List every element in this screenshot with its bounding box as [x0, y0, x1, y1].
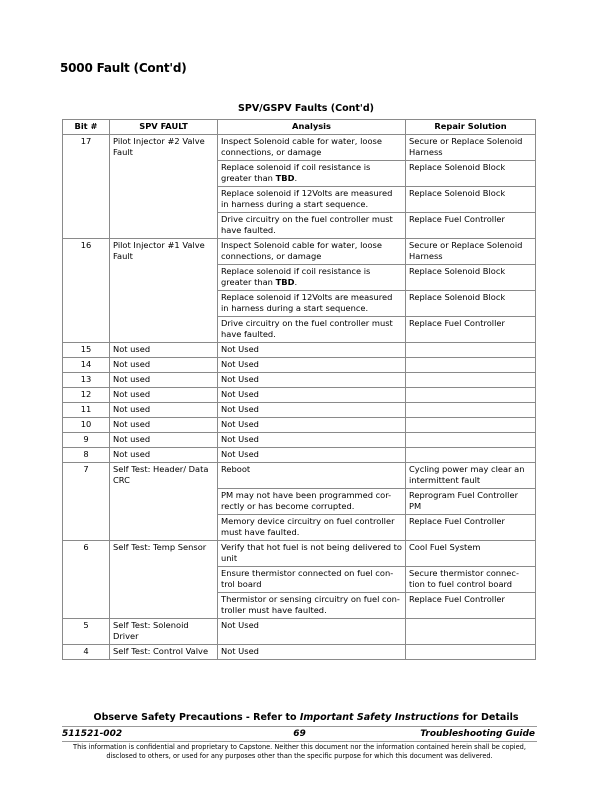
analysis-suffix: .: [294, 173, 298, 183]
repair-cell: [406, 373, 536, 388]
bit-cell: 16: [63, 239, 110, 343]
fault-cell: Not used: [110, 448, 218, 463]
table-row: [63, 135, 536, 161]
safety-notice-suffix: for Details: [462, 712, 519, 723]
bit-cell: 15: [63, 343, 110, 358]
fault-cell: Self Test: Solenoid Driver: [110, 619, 218, 645]
analysis-cell: Not Used: [218, 403, 406, 418]
page-number: 69: [293, 729, 306, 739]
bit-cell: 9: [63, 433, 110, 448]
bit-cell: 11: [63, 403, 110, 418]
table-row: [63, 358, 536, 373]
faults-table: [62, 119, 536, 660]
bit-cell: 10: [63, 418, 110, 433]
repair-cell: Replace Fuel Controller: [406, 593, 536, 619]
table-row: [63, 373, 536, 388]
fault-cell: Self Test: Temp Sensor: [110, 541, 218, 619]
column-header-fault: SPV FAULT: [110, 120, 218, 135]
footer-bar: [62, 726, 537, 742]
analysis-emphasis: TBD: [275, 277, 295, 287]
repair-cell: [406, 619, 536, 645]
bit-cell: 5: [63, 619, 110, 645]
safety-notice-emphasis: Important Safety Instructions: [299, 712, 460, 723]
analysis-cell: Not Used: [218, 645, 406, 660]
repair-cell: [406, 448, 536, 463]
repair-cell: [406, 418, 536, 433]
analysis-cell: Replace solenoid if 12Volts are measured in harness during a start sequence.: [218, 187, 406, 213]
bit-cell: 6: [63, 541, 110, 619]
bit-cell: 12: [63, 388, 110, 403]
fault-cell: Not used: [110, 343, 218, 358]
repair-cell: Cool Fuel System: [406, 541, 536, 567]
analysis-cell: Drive circuitry on the fuel controller must have faulted.: [218, 317, 406, 343]
repair-cell: [406, 343, 536, 358]
analysis-cell: Not Used: [218, 619, 406, 645]
analysis-cell: Not Used: [218, 343, 406, 358]
analysis-cell: Not Used: [218, 358, 406, 373]
analysis-text: Replace solenoid if coil resistance is greater than: [221, 266, 371, 287]
table-body: [63, 135, 536, 660]
table-row: [63, 645, 536, 660]
table-row: [63, 418, 536, 433]
bit-cell: 14: [63, 358, 110, 373]
bit-cell: 17: [63, 135, 110, 239]
table-row: [63, 388, 536, 403]
table-row: [63, 433, 536, 448]
fault-cell: Pilot Injector #1 Valve Fault: [110, 239, 218, 343]
repair-cell: Secure thermistor connec-tion to fuel control board: [406, 567, 536, 593]
repair-cell: Reprogram Fuel Controller PM: [406, 489, 536, 515]
repair-cell: Replace Solenoid Block: [406, 291, 536, 317]
analysis-cell: Verify that hot fuel is not being delivered to unit: [218, 541, 406, 567]
fault-cell: Not used: [110, 373, 218, 388]
analysis-text: Replace solenoid if coil resistance is greater than: [221, 162, 371, 183]
fault-cell: Not used: [110, 358, 218, 373]
fault-cell: Not used: [110, 433, 218, 448]
column-header-analysis: Analysis: [218, 120, 406, 135]
section-title: 5000 Fault (Cont'd): [60, 61, 187, 75]
analysis-cell: Not Used: [218, 433, 406, 448]
fault-cell: Pilot Injector #2 Valve Fault: [110, 135, 218, 239]
safety-notice-prefix: Observe Safety Precautions - Refer to: [93, 712, 297, 723]
analysis-cell: Reboot: [218, 463, 406, 489]
repair-cell: [406, 358, 536, 373]
analysis-emphasis: TBD: [275, 173, 295, 183]
analysis-cell: Not Used: [218, 388, 406, 403]
fault-cell: Self Test: Header/ Data CRC: [110, 463, 218, 541]
fault-cell: Not used: [110, 388, 218, 403]
analysis-cell: Not Used: [218, 373, 406, 388]
analysis-cell: Inspect Solenoid cable for water, loose connections, or damage: [218, 239, 406, 265]
repair-cell: Secure or Replace Solenoid Harness: [406, 135, 536, 161]
repair-cell: Cycling power may clear an intermittent fault: [406, 463, 536, 489]
analysis-cell: Thermistor or sensing circuitry on fuel con-troller must have faulted.: [218, 593, 406, 619]
repair-cell: [406, 388, 536, 403]
repair-cell: Replace Solenoid Block: [406, 265, 536, 291]
analysis-cell: PM may not have been programmed cor-rectly or has become corrupted.: [218, 489, 406, 515]
repair-cell: [406, 433, 536, 448]
table-row: [63, 619, 536, 645]
table-row: [63, 239, 536, 265]
table-row: [63, 541, 536, 567]
repair-cell: [406, 645, 536, 660]
fault-cell: Not used: [110, 418, 218, 433]
fault-cell: Self Test: Control Valve: [110, 645, 218, 660]
document-number: 511521-002: [62, 729, 123, 739]
safety-notice: [0, 712, 612, 723]
table-row: [63, 448, 536, 463]
analysis-cell: Replace solenoid if 12Volts are measured in harness during a start sequence.: [218, 291, 406, 317]
bit-cell: 7: [63, 463, 110, 541]
analysis-cell: Memory device circuitry on fuel controller must have faulted.: [218, 515, 406, 541]
repair-cell: Replace Fuel Controller: [406, 213, 536, 239]
column-header-repair: Repair Solution: [406, 120, 536, 135]
bit-cell: 8: [63, 448, 110, 463]
analysis-suffix: .: [294, 277, 298, 287]
analysis-cell: Not Used: [218, 448, 406, 463]
guide-title: Troubleshooting Guide: [420, 729, 535, 739]
bit-cell: 4: [63, 645, 110, 660]
repair-cell: Replace Fuel Controller: [406, 515, 536, 541]
analysis-cell: [218, 265, 406, 291]
table-row: [63, 463, 536, 489]
table-header-row: [63, 120, 536, 135]
repair-cell: [406, 403, 536, 418]
column-header-bit: Bit #: [63, 120, 110, 135]
analysis-cell: [218, 161, 406, 187]
table-row: [63, 403, 536, 418]
fault-cell: Not used: [110, 403, 218, 418]
table-title: SPV/GSPV Faults (Cont'd): [238, 103, 374, 114]
bit-cell: 13: [63, 373, 110, 388]
analysis-cell: Inspect Solenoid cable for water, loose connections, or damage: [218, 135, 406, 161]
repair-cell: Replace Solenoid Block: [406, 161, 536, 187]
analysis-cell: Drive circuitry on the fuel controller must have faulted.: [218, 213, 406, 239]
analysis-cell: Ensure thermistor connected on fuel con-trol board: [218, 567, 406, 593]
repair-cell: Replace Fuel Controller: [406, 317, 536, 343]
repair-cell: Secure or Replace Solenoid Harness: [406, 239, 536, 265]
repair-cell: Replace Solenoid Block: [406, 187, 536, 213]
confidential-notice: This information is confidential and proprietary to Capstone. Neither this document nor the information contained herein shall be copied, disclosed to others, or used for any purposes other than the specific purpose for which this document was delivered.: [73, 743, 526, 760]
analysis-cell: Not Used: [218, 418, 406, 433]
table-row: [63, 343, 536, 358]
